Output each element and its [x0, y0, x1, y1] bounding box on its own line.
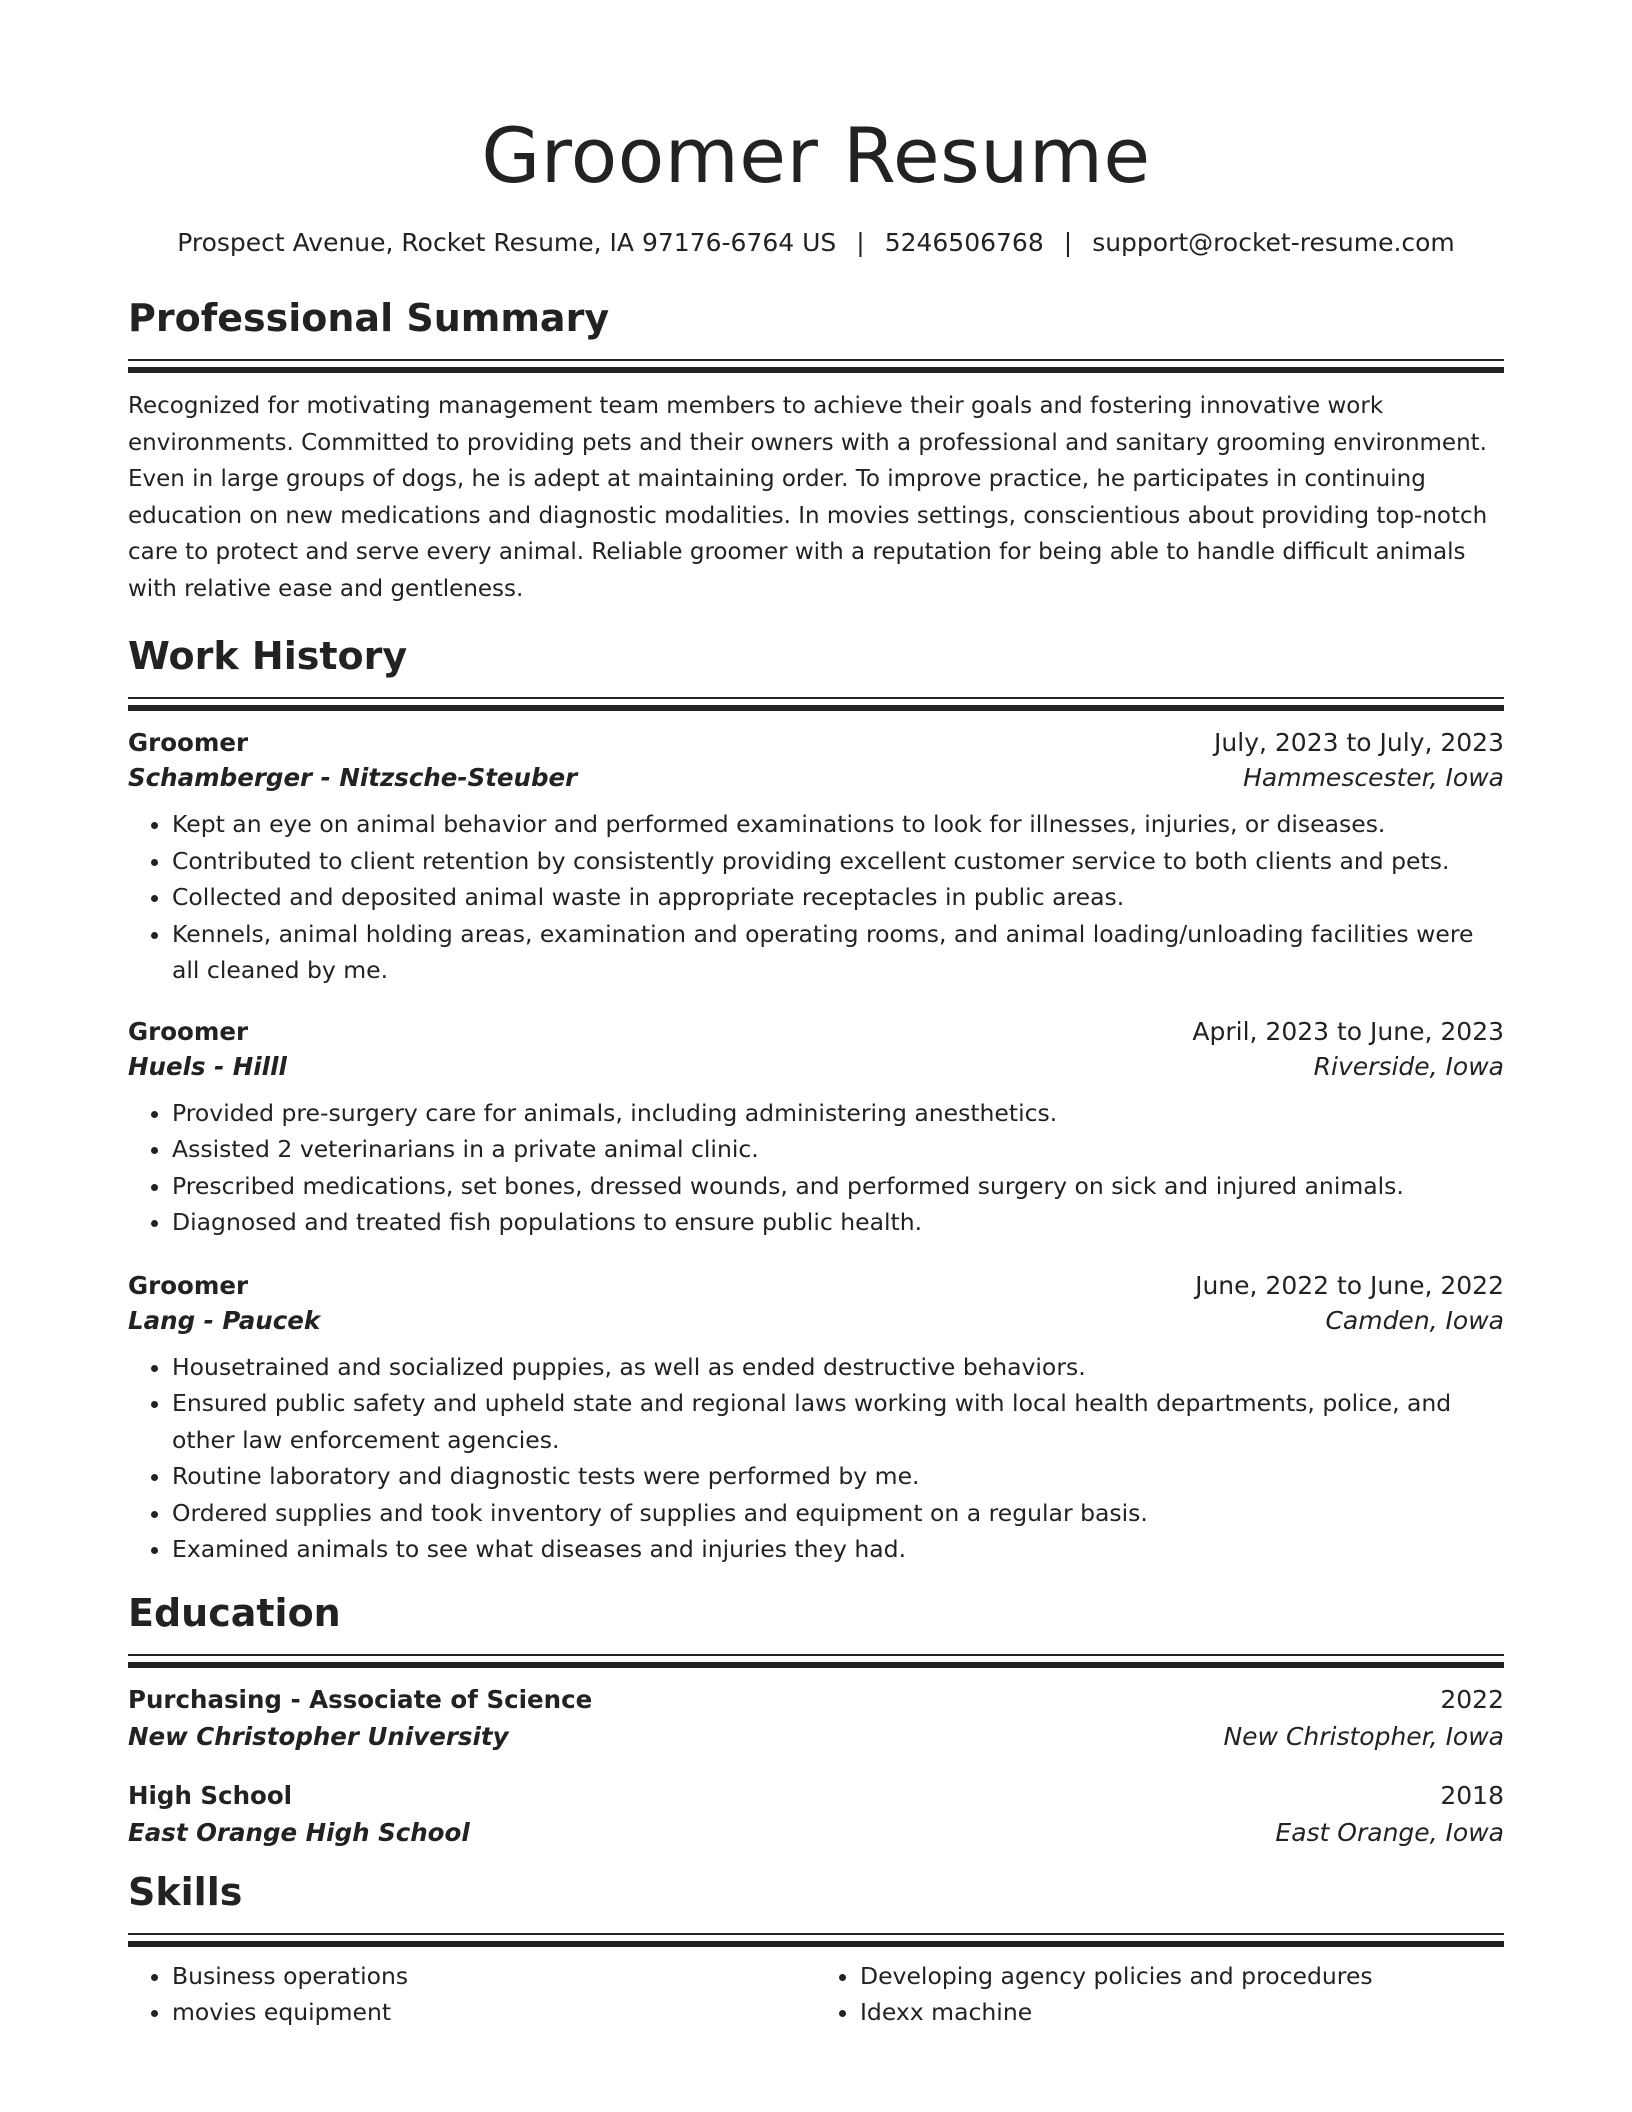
job-dates: July, 2023 to July, 2023 — [1214, 728, 1504, 757]
list-item: • Ensured public safety and upheld state and regional laws working with local health departments, police, and other law enforcement agencies. — [172, 1385, 1504, 1458]
list-item: • Routine laboratory and diagnostic tests were performed by me. — [172, 1458, 1504, 1495]
skills-section — [128, 1869, 1504, 2030]
job-role: Groomer — [128, 1016, 249, 1046]
education-school: East Orange High School — [128, 1817, 470, 1847]
list-item: • Housetrained and socialized puppies, as well as ended destructive behaviors. — [172, 1349, 1504, 1386]
contact-separator: | — [856, 228, 865, 257]
education-degree: High School — [128, 1780, 293, 1810]
job-bullets — [128, 806, 1504, 989]
list-item: • Ordered supplies and took inventory of supplies and equipment on a regular basis. — [172, 1495, 1504, 1532]
section-divider — [128, 1933, 1504, 1948]
education-year: 2018 — [1440, 1780, 1504, 1810]
education-entry — [128, 1685, 1504, 1751]
contact-separator: | — [1063, 228, 1073, 257]
list-item: • Business operations — [172, 1958, 816, 1994]
job-role: Groomer — [128, 728, 249, 757]
skills-list-left — [128, 1958, 816, 2030]
list-item: • Contributed to client retention by consistently providing excellent customer service to both clients and pets. — [172, 843, 1504, 880]
work-heading: Work History — [128, 634, 408, 678]
job-bullets — [128, 1349, 1504, 1568]
list-item: • Idexx machine — [860, 1994, 1504, 2030]
education-school: New Christopher University — [128, 1721, 509, 1751]
list-item: • Kept an eye on animal behavior and performed examinations to look for illnesses, injuries, or diseases. — [172, 806, 1504, 843]
skills-heading: Skills — [128, 1869, 243, 1914]
skills-list-right — [816, 1958, 1504, 2030]
section-divider — [128, 359, 1504, 374]
job-entry — [128, 728, 1504, 989]
list-item: • movies equipment — [172, 1994, 816, 2030]
summary-heading: Professional Summary — [128, 296, 610, 340]
section-divider — [128, 1654, 1504, 1669]
list-item: • Prescribed medications, set bones, dressed wounds, and performed surgery on sick and injured animals. — [172, 1168, 1504, 1205]
education-entry — [128, 1781, 1504, 1847]
education-location: New Christopher, Iowa — [1223, 1721, 1504, 1751]
job-entry — [128, 1271, 1504, 1568]
address-text: Prospect Avenue, Rocket Resume, IA 97176-6764 US — [177, 228, 837, 257]
phone-text: 5246506768 — [884, 228, 1044, 257]
education-location: East Orange, Iowa — [1275, 1817, 1504, 1847]
list-item: • Collected and deposited animal waste in appropriate receptacles in public areas. — [172, 879, 1504, 916]
list-item: • Assisted 2 veterinarians in a private animal clinic. — [172, 1131, 1504, 1168]
education-section — [128, 1590, 1504, 1847]
education-year: 2022 — [1440, 1684, 1504, 1714]
education-degree: Purchasing - Associate of Science — [128, 1684, 593, 1714]
summary-section — [128, 296, 1504, 607]
job-dates: June, 2022 to June, 2022 — [1195, 1270, 1504, 1300]
job-location: Camden, Iowa — [1325, 1305, 1504, 1335]
work-section — [128, 634, 1504, 1568]
resume-title: Groomer Resume — [481, 111, 1151, 200]
list-item: • Kennels, animal holding areas, examination and operating rooms, and animal loading/unloading facilities were all cleaned by me. — [172, 916, 1504, 989]
education-heading: Education — [128, 1590, 341, 1635]
list-item: • Examined animals to see what diseases and injuries they had. — [172, 1531, 1504, 1568]
job-employer: Lang - Paucek — [128, 1305, 321, 1335]
job-role: Groomer — [128, 1270, 249, 1300]
skills-columns — [128, 1958, 1504, 2030]
summary-text: Recognized for motivating management team members to achieve their goals and fostering innovative work environments. Committed to providing pets and their owners with a professional and sanitary grooming environment. Even in large groups of dogs, he is adept at maintaining order. To improve practice, he participates in continuing education on new medications and diagnostic modalities. In movies settings, conscientious about providing top-notch care to protect and serve every animal. Reliable groomer with a reputation for being able to handle difficult animals with relative ease and gentleness. — [128, 393, 1488, 602]
list-item: • Provided pre-surgery care for animals, including administering anesthetics. — [172, 1095, 1504, 1132]
job-dates: April, 2023 to June, 2023 — [1192, 1016, 1504, 1046]
list-item: • Developing agency policies and procedures — [860, 1958, 1504, 1994]
job-location: Riverside, Iowa — [1313, 1051, 1504, 1081]
list-item: • Diagnosed and treated fish populations to ensure public health. — [172, 1204, 1504, 1241]
job-employer: Huels - Hilll — [128, 1051, 287, 1081]
contact-line — [128, 230, 1504, 255]
job-bullets — [128, 1095, 1504, 1241]
section-divider — [128, 697, 1504, 712]
email-text: support@rocket-resume.com — [1092, 228, 1455, 257]
job-entry — [128, 1017, 1504, 1241]
job-employer: Schamberger - Nitzsche-Steuber — [128, 763, 578, 792]
job-location: Hammescester, Iowa — [1243, 763, 1504, 792]
